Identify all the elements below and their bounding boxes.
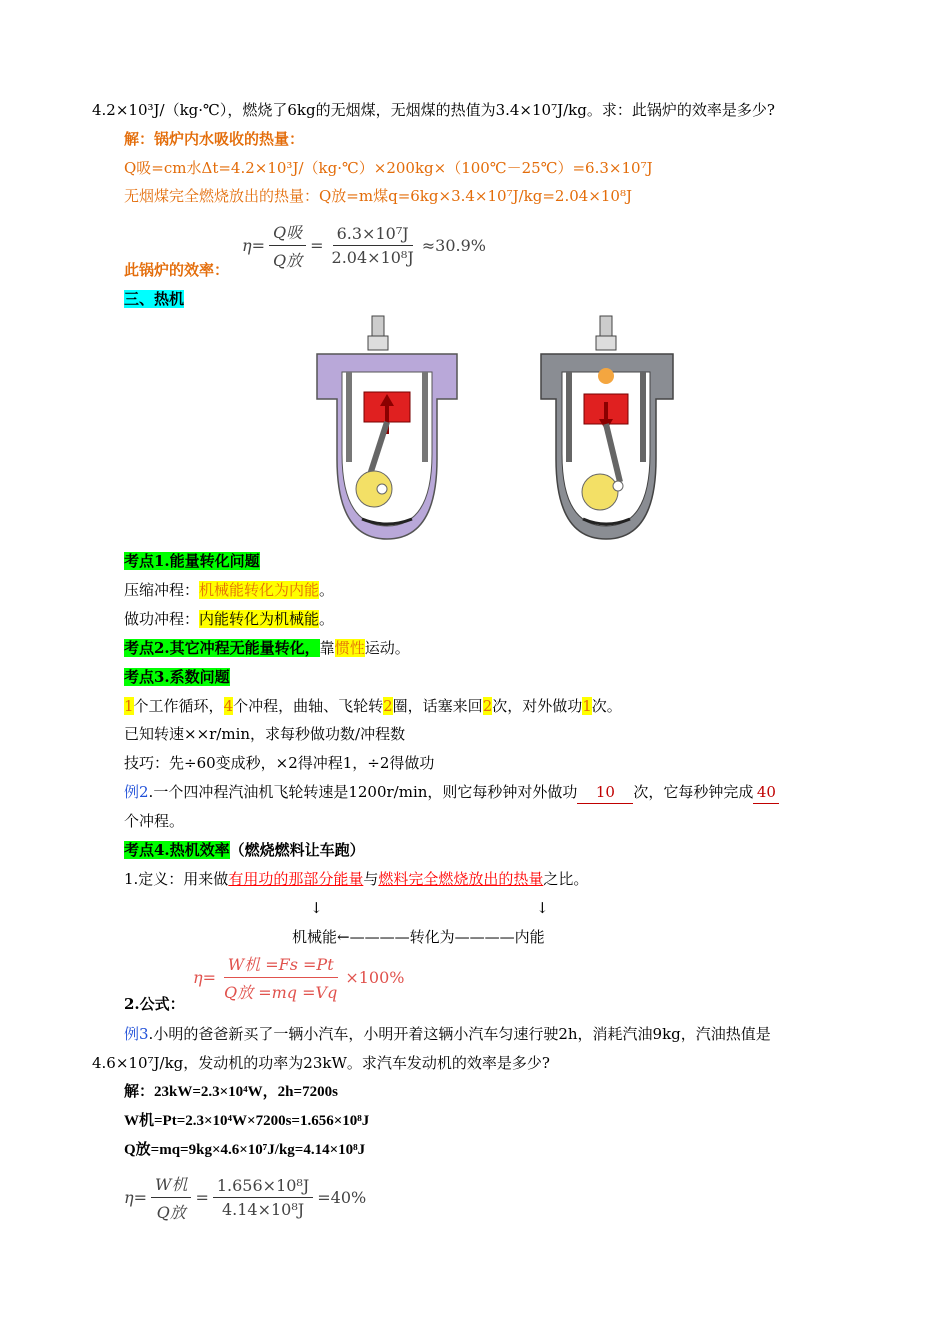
fraction-numerator: 1.656×10⁸J xyxy=(213,1176,313,1198)
highlighted-answer: 内能转化为机械能 xyxy=(199,610,320,628)
section-heading-text: 三、热机 xyxy=(124,290,185,308)
down-arrow-left: ↓ xyxy=(310,899,323,917)
definition-line xyxy=(124,868,588,890)
fraction-numerator: W机 xyxy=(151,1172,191,1198)
fraction-denominator: Q放 xyxy=(273,251,303,270)
key-point-text: 考点2.其它冲程无能量转化， xyxy=(124,639,320,657)
cycle-facts-line xyxy=(124,695,622,717)
equals-sign: = xyxy=(310,236,324,255)
answer-blank: 40 xyxy=(753,781,779,804)
power-stroke-line xyxy=(124,608,334,630)
highlighted-number: 4 xyxy=(223,697,234,715)
punctuation: 。 xyxy=(319,610,335,628)
example-3-continuation: 4.6×10⁷J/kg，发动机的功率为23kW。求汽车发动机的效率是多少? xyxy=(92,1054,550,1072)
heat-released-formula: 无烟煤完全燃烧放出的热量：Q放=m煤q=6kg×3.4×10⁷J/kg=2.04×10⁸J xyxy=(124,187,632,205)
key-point-2-line xyxy=(124,637,410,659)
key-point-4-line xyxy=(124,839,365,861)
example-3-line xyxy=(124,1023,771,1045)
power-stroke-engine-diagram xyxy=(538,314,678,542)
solution-heading: 解：锅炉内水吸收的热量： xyxy=(124,130,305,148)
solution-step-2: W机=Pt=2.3×10⁴W×7200s=1.656×10⁸J xyxy=(124,1113,370,1129)
rpm-question-line: 已知转速××r/min，求每秒做功数/冲程数 xyxy=(124,725,406,743)
fraction-denominator: 2.04×10⁸J xyxy=(331,248,414,267)
text: 运动。 xyxy=(364,639,410,657)
key-point-text: 考点1.能量转化问题 xyxy=(124,552,260,570)
fraction-denominator: 4.14×10⁸J xyxy=(221,1200,305,1219)
boiler-efficiency-label: 此锅炉的效率： xyxy=(124,261,230,279)
efficiency-result: ≈30.9% xyxy=(421,236,486,255)
heat-engine-efficiency-formula xyxy=(193,952,404,1003)
key-point-1-heading xyxy=(124,550,260,572)
text: 个工作循环， xyxy=(133,697,224,715)
text: 之比。 xyxy=(543,870,589,888)
formula-label: 2.公式： xyxy=(124,995,185,1013)
highlighted-number: 2 xyxy=(383,697,393,715)
text: .小明的爸爸新买了一辆小汽车，小明开着这辆小汽车匀速行驶2h，消耗汽油9kg，汽油热值是 xyxy=(148,1025,771,1043)
eta-symbol: η= xyxy=(124,1188,147,1207)
highlighted-answer: 惯性 xyxy=(334,639,365,657)
boiler-efficiency-formula xyxy=(242,220,486,271)
fraction-numerator: 6.3×10⁷J xyxy=(333,224,413,246)
text: 次。 xyxy=(591,697,622,715)
answer-blank: 10 xyxy=(577,781,633,804)
highlighted-answer: 机械能转化为内能 xyxy=(199,581,320,599)
text: （燃烧燃料让车跑） xyxy=(229,841,365,859)
text: 与 xyxy=(363,870,379,888)
down-arrow-right: ↓ xyxy=(536,899,549,917)
text: 靠 xyxy=(319,639,335,657)
text: 个冲程，曲轴、飞轮转 xyxy=(233,697,384,715)
highlighted-number: 2 xyxy=(482,697,493,715)
text: .一个四冲程汽油机飞轮转速是1200r/min，则它每秒钟对外做功 xyxy=(148,783,578,801)
text: 次，对外做功 xyxy=(492,697,583,715)
fraction-denominator: Q放 =mq =Vq xyxy=(224,983,338,1002)
key-point-text: 考点3.系数问题 xyxy=(124,668,230,686)
text: 1.定义：用来做 xyxy=(124,870,229,888)
key-point-text: 考点4.热机效率 xyxy=(124,841,230,859)
solution-step-1: 解：23kW=2.3×10⁴W，2h=7200s xyxy=(124,1084,338,1100)
punctuation: 。 xyxy=(319,581,335,599)
energy-conversion-line: 机械能←————转化为————内能 xyxy=(292,928,545,946)
text: 次，它每秒钟完成 xyxy=(633,783,754,801)
example-2-line xyxy=(124,781,779,804)
car-efficiency-formula xyxy=(124,1172,366,1223)
fraction-denominator: Q放 xyxy=(156,1203,186,1222)
label: 做功冲程： xyxy=(124,610,200,628)
underlined-term: 有用功的那部分能量 xyxy=(228,870,364,888)
key-point-3-heading xyxy=(124,666,230,688)
text: 圈，话塞来回 xyxy=(392,697,483,715)
example-label: 例2 xyxy=(124,783,149,801)
example-2-continuation: 个冲程。 xyxy=(124,812,185,830)
solution-step-3: Q放=mq=9kg×4.6×10⁷J/kg=4.14×10⁸J xyxy=(124,1142,366,1158)
highlighted-number: 1 xyxy=(582,697,592,715)
underlined-term: 燃料完全燃烧放出的热量 xyxy=(378,870,544,888)
problem-text-line: 4.2×10³J/（kg·℃），燃烧了6kg的无烟煤，无烟煤的热值为3.4×10⁷J/kg。求：此锅炉的效率是多少? xyxy=(92,101,775,119)
eta-symbol: η= xyxy=(193,968,216,987)
highlighted-number: 1 xyxy=(124,697,134,715)
equals-sign: = xyxy=(195,1188,209,1207)
percentage-factor: ×100% xyxy=(345,968,405,987)
eta-symbol: η= xyxy=(242,236,265,255)
section-heading-heat-engine xyxy=(124,288,184,310)
efficiency-result: =40% xyxy=(317,1188,367,1207)
compression-stroke-engine-diagram xyxy=(312,314,462,542)
technique-line: 技巧：先÷60变成秒，×2得冲程1，÷2得做功 xyxy=(124,754,435,772)
fraction-numerator: Q吸 xyxy=(269,220,306,246)
heat-absorbed-formula: Q吸=cm水Δt=4.2×10³J/（kg·℃）×200kg×（100℃－25℃）=6.3×10⁷J xyxy=(124,159,653,177)
label: 压缩冲程： xyxy=(124,581,200,599)
example-label: 例3 xyxy=(124,1025,149,1043)
compression-stroke-line xyxy=(124,579,334,601)
fraction-numerator: W机 =Fs =Pt xyxy=(224,952,338,978)
